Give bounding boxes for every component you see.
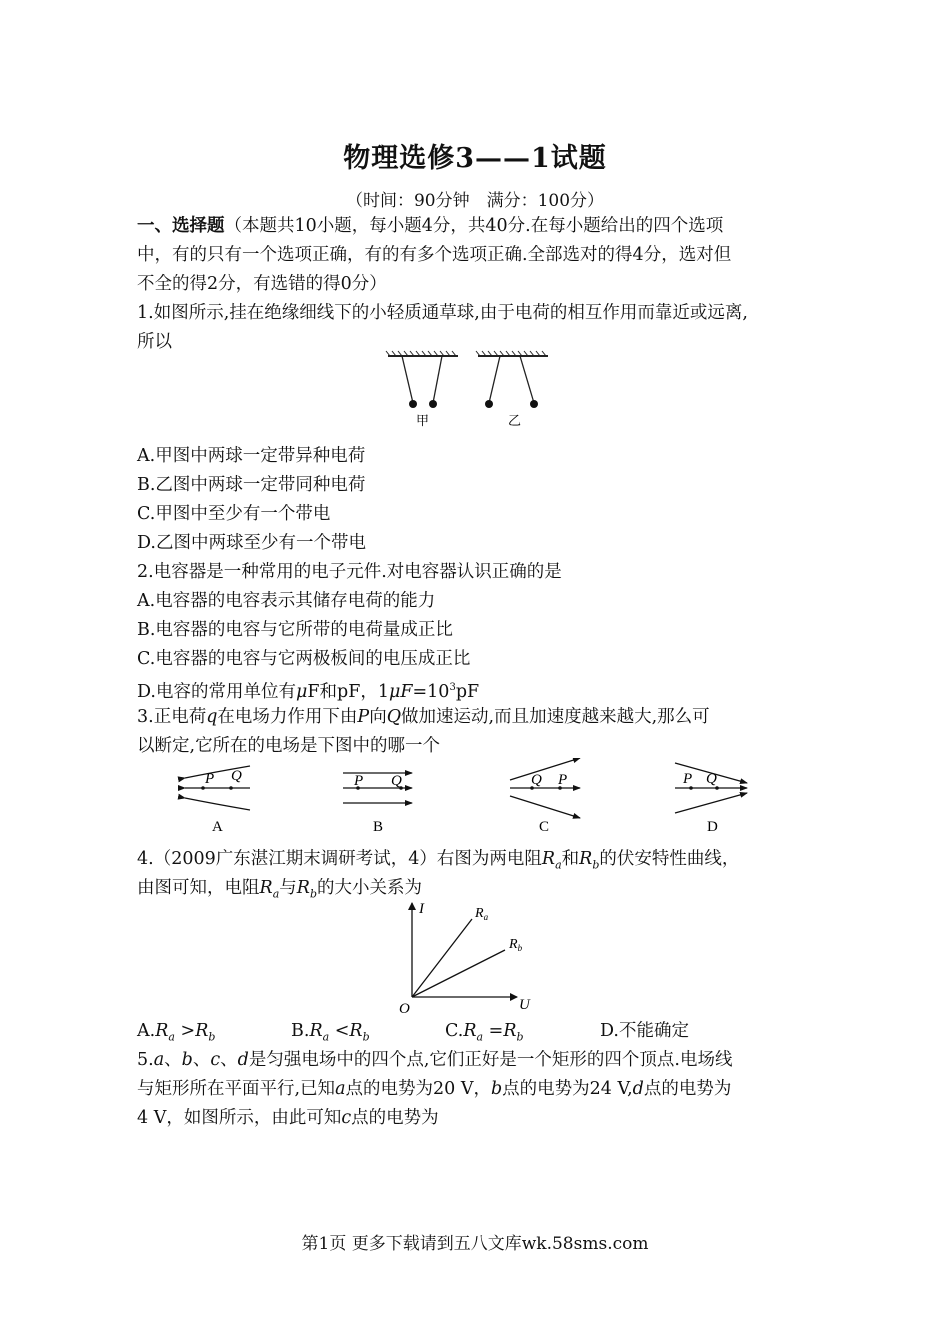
q1-figure-pendulums <box>380 348 560 433</box>
q1-stem-2: 所以 <box>137 332 172 352</box>
q4-stem-1: 4.（2009广东湛江期末调研考试，4）右图为两电阻$R_a$和$R_b$的伏安特性曲线， <box>137 849 740 872</box>
u-axis-label: U <box>519 997 530 1013</box>
section-intro <box>137 214 817 238</box>
svg-text:P: P <box>683 771 693 787</box>
section-desc-2: 中，有的只有一个选项正确，有的有多个选项正确.全部选对的得4分，选对但 <box>137 245 732 265</box>
q1-option-c: C.甲图中至少有一个带电 <box>137 504 331 524</box>
svg-text:Q: Q <box>391 773 402 789</box>
q3-stem-1: 3.正电荷q在电场力作用下由P向Q做加速运动,而且加速度越来越大,那么可 <box>137 707 710 727</box>
q5-stem-1: 5.a、b、c、d是匀强电场中的四个点,它们正好是一个矩形的四个顶点.电场线 <box>137 1050 733 1070</box>
svg-text:B: B <box>373 819 384 835</box>
q4-stem-2: 由图可知，电阻$R_a$与$R_b$的大小关系为 <box>137 878 422 901</box>
q2-option-a: A.电容器的电容表示其储存电荷的能力 <box>137 591 436 611</box>
svg-text:C: C <box>539 819 550 835</box>
page-title: 物理选修3——1试题 <box>343 143 607 174</box>
q4-iv-graph <box>395 897 545 1017</box>
svg-text:A: A <box>212 819 223 835</box>
q4-option-a: $A.R_a >R_b$ <box>137 1021 216 1044</box>
q2-option-b: B.电容器的电容与它所带的电荷量成正比 <box>137 620 453 640</box>
ra-label: $R_a$ <box>475 906 489 922</box>
q1-option-d: D.乙图中两球至少有一个带电 <box>137 533 366 553</box>
q2-option-d: D.电容的常用单位有μF和pF，$1\mu F=10^3pF$ <box>137 681 480 702</box>
label-jia: 甲 <box>416 413 430 428</box>
field-option-a <box>185 766 250 835</box>
q1-option-a: A.甲图中两球一定带异种电荷 <box>137 446 366 466</box>
q4-option-b: $B.R_a <R_b$ <box>291 1021 370 1044</box>
q2-option-c: C.电容器的电容与它两极板间的电压成正比 <box>137 649 471 669</box>
svg-text:D: D <box>707 819 718 835</box>
svg-text:P: P <box>205 771 215 787</box>
q5-stem-3: 4 V，如图所示，由此可知c点的电势为 <box>137 1108 439 1128</box>
svg-text:P: P <box>354 773 364 789</box>
q4-option-d: D.不能确定 <box>600 1021 689 1041</box>
section-desc-1: （本题共10小题，每小题4分，共40分.在每小题给出的四个选项 <box>224 216 724 236</box>
thread-yi-right <box>520 356 534 403</box>
thread-jia-right <box>433 356 442 403</box>
q2-stem: 2.电容器是一种常用的电子元件.对电容器认识正确的是 <box>137 562 562 582</box>
page-footer: 第1页 更多下载请到五八文库wk.58sms.com <box>301 1234 649 1254</box>
thread-jia-left <box>402 356 413 403</box>
field-option-d <box>675 763 747 835</box>
ball-yi-right <box>530 400 538 408</box>
q5-stem-2: 与矩形所在平面平行,已知a点的电势为20 V，b点的电势为24 V,d点的电势为 <box>137 1079 732 1099</box>
i-axis-label: I <box>419 901 424 917</box>
field-option-b <box>343 773 412 835</box>
q1-option-b: B.乙图中两球一定带同种电荷 <box>137 475 366 495</box>
label-yi: 乙 <box>508 413 522 428</box>
svg-text:Q: Q <box>531 772 542 788</box>
line-ra <box>412 919 472 997</box>
svg-text:P: P <box>558 772 568 788</box>
rb-label: $R_b$ <box>509 937 523 953</box>
ball-jia-left <box>409 400 417 408</box>
ball-jia-right <box>429 400 437 408</box>
q4-option-c: $C.R_a =R_b$ <box>445 1021 524 1044</box>
section-heading: 一、选择题 <box>137 216 225 236</box>
q3-stem-2: 以断定,它所在的电场是下图中的哪一个 <box>137 736 441 756</box>
thread-yi-left <box>489 356 500 403</box>
section-desc-3: 不全的得2分，有选错的得0分） <box>137 274 387 294</box>
ball-yi-left <box>485 400 493 408</box>
svg-text:Q: Q <box>706 771 717 787</box>
origin-label: O <box>399 1001 410 1017</box>
exam-meta: （时间：90分钟 满分：100分） <box>345 191 605 211</box>
field-option-c <box>510 758 580 835</box>
line-rb <box>412 950 505 997</box>
q3-figure-fields <box>175 758 775 838</box>
q1-stem-1: 1.如图所示,挂在绝缘细线下的小轻质通草球,由于电荷的相互作用而靠近或远离, <box>137 303 748 323</box>
svg-text:Q: Q <box>231 768 242 784</box>
